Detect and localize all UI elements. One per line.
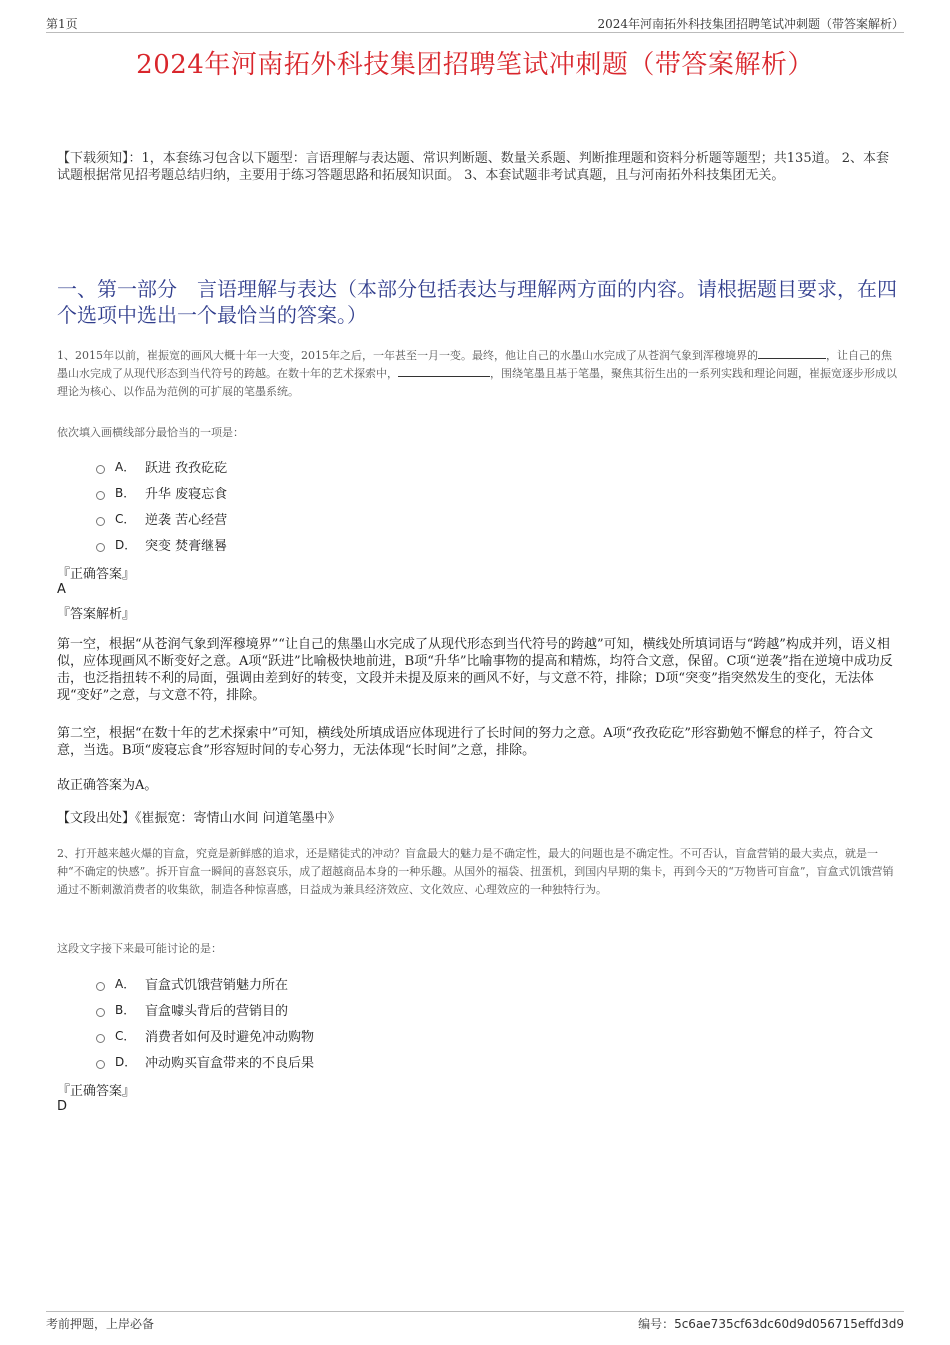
- question-1-option-b[interactable]: [96, 479, 227, 505]
- option-text: 升华 废寝忘食: [145, 486, 228, 502]
- radio-icon[interactable]: [96, 982, 105, 991]
- footer-slogan: 考前押题，上岸必备: [46, 1317, 155, 1331]
- question-1-text-part1: 1、2015年以前，崔振宽的画风大概十年一大变，2015年之后，一年甚至一月一变。最终，他让自己的水墨山水完成了从苍润气象到浑穆境界的: [57, 349, 758, 362]
- option-letter: D．: [115, 1054, 137, 1069]
- question-1-option-c[interactable]: [96, 505, 227, 531]
- question-1-text: [57, 347, 897, 401]
- page-header: [46, 14, 904, 33]
- radio-icon[interactable]: [96, 543, 105, 552]
- option-letter: D．: [115, 537, 137, 552]
- download-notice: 【下载须知】：1，本套练习包含以下题型：言语理解与表达题、常识判断题、数量关系题、判断推理题和资料分析题等题型；共135道。 2、本套试题根据常见招考题总结归纳，主要用于练习答题思路和拓展知识面。 3、本套试题非考试真题，且与河南拓外科技集团无关。: [57, 151, 889, 183]
- question-2-option-d[interactable]: [96, 1048, 314, 1074]
- question-1-source: 【文段出处】《崔振宽：寄情山水间 问道笔墨中》: [57, 811, 341, 826]
- option-letter: C．: [115, 1028, 136, 1043]
- footer-code-label: 编号：: [638, 1317, 675, 1331]
- question-1-text-part3: ，围绕笔墨且基于笔墨，聚焦其衍生出的一系列实践和理论问题，崔振宽逐步形成以理论为核心、以作品为范例的可扩展的笔墨系统。: [57, 367, 897, 398]
- question-1-analysis-para-2: 第二空，根据“在数十年的艺术探索中”可知，横线处所填成语应体现进行了长时间的努力之意。A项“孜孜矻矻”形容勤勉不懈怠的样子，符合文意，当选。B项“废寝忘食”形容短时间的专心努力，无法体现“长时间”之意，排除。: [57, 726, 873, 758]
- option-text: 冲动购买盲盒带来的不良后果: [145, 1055, 315, 1071]
- question-2-option-b[interactable]: [96, 996, 314, 1022]
- question-2-text: 2、打开越来越火爆的盲盒，究竟是新鲜感的追求，还是赌徒式的冲动？盲盒最大的魅力是不确定性，最大的问题也是不确定性。不可否认，盲盒营销的最大卖点，就是一种“不确定的快感”。拆开盲盒一瞬间的喜怒哀乐，成了超越商品本身的一种乐趣。从国外的福袋、扭蛋机，到国内早期的集卡，再到今天的“万物皆可盲盒”，盲盒式饥饿营销通过不断刺激消费者的收集欲，制造各种惊喜感，日益成为兼具经济效应、文化效应、心理效应的一种独特行为。: [57, 847, 894, 896]
- option-letter: C．: [115, 511, 136, 526]
- radio-icon[interactable]: [96, 465, 105, 474]
- radio-icon[interactable]: [96, 491, 105, 500]
- question-2-answer-label: 『正确答案』: [57, 1084, 136, 1099]
- question-1-analysis-label: 『答案解析』: [57, 607, 136, 622]
- page-number: 第1页: [46, 17, 78, 31]
- question-2-option-a[interactable]: [96, 970, 314, 996]
- option-text: 突变 焚膏继晷: [145, 538, 228, 554]
- question-2-answer: D: [57, 1099, 68, 1114]
- option-text: 盲盒式饥饿营销魅力所在: [145, 977, 289, 993]
- question-1-answer: A: [57, 582, 66, 597]
- question-1-blank-1: [758, 347, 826, 359]
- question-1-conclusion: 故正确答案为A。: [57, 778, 158, 793]
- radio-icon[interactable]: [96, 1034, 105, 1043]
- option-letter: A．: [115, 459, 136, 474]
- question-2-prompt: 这段文字接下来最可能讨论的是：: [57, 942, 222, 955]
- option-letter: B．: [115, 485, 136, 500]
- footer-code-value: 5c6ae735cf63dc60d9d056715effd3d9: [674, 1317, 904, 1331]
- question-1-text-part2: ，让自己的焦墨山水完成了从现代形态到当代符号的跨越。在数十年的艺术探索中，: [57, 349, 892, 380]
- section-heading: 一、第一部分 言语理解与表达（本部分包括表达与理解两方面的内容。请根据题目要求，在四个选项中选出一个最恰当的答案。）: [57, 277, 897, 327]
- question-1-analysis-para-1: 第一空，根据“从苍润气象到浑穆境界”“让自己的焦墨山水完成了从现代形态到当代符号的跨越”可知，横线处所填词语与“跨越”构成并列，语义相似，应体现画风不断变好之意。A项“跃进”比喻极快地前进，B项“升华”比喻事物的提高和精炼，均符合文意，保留。C项“逆袭”指在逆境中成功反击，也泛指扭转不利的局面，强调由差到好的转变，文段并未提及原来的画风不好，与文意不符，排除；D项“突变”指突然发生的变化，无法体现“变好”之意，与文意不符，排除。: [57, 637, 893, 703]
- document-title: 2024年河南拓外科技集团招聘笔试冲刺题（带答案解析）: [136, 50, 814, 80]
- question-2-options: [96, 970, 314, 1074]
- question-2-option-c[interactable]: [96, 1022, 314, 1048]
- option-letter: A．: [115, 976, 136, 991]
- question-1-blank-2: [398, 365, 490, 377]
- footer-code: [638, 1315, 904, 1332]
- question-1-answer-label: 『正确答案』: [57, 567, 136, 582]
- option-letter: B．: [115, 1002, 136, 1017]
- question-1-options: [96, 453, 227, 557]
- option-text: 跃进 孜孜矻矻: [145, 460, 228, 476]
- header-doc-title: 2024年河南拓外科技集团招聘笔试冲刺题（带答案解析）: [597, 17, 904, 31]
- page-footer: [46, 1311, 904, 1332]
- question-1-option-d[interactable]: [96, 531, 227, 557]
- radio-icon[interactable]: [96, 1060, 105, 1069]
- question-1-prompt: 依次填入画横线部分最恰当的一项是：: [57, 426, 244, 439]
- radio-icon[interactable]: [96, 1008, 105, 1017]
- option-text: 盲盒噱头背后的营销目的: [145, 1003, 289, 1019]
- question-1-option-a[interactable]: [96, 453, 227, 479]
- option-text: 消费者如何及时避免冲动购物: [145, 1029, 315, 1045]
- option-text: 逆袭 苦心经营: [145, 512, 228, 528]
- radio-icon[interactable]: [96, 517, 105, 526]
